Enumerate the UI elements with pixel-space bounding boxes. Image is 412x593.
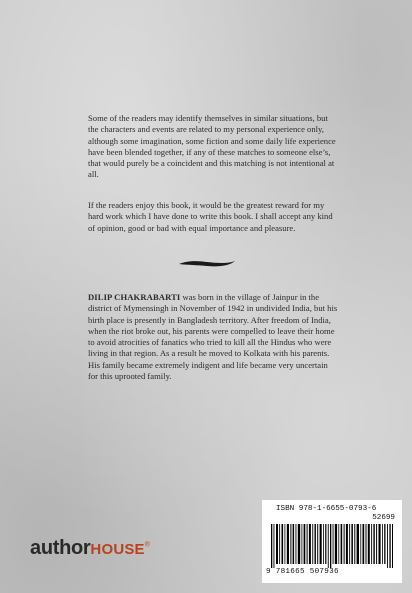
isbn-barcode xyxy=(262,500,402,583)
logo-house-text: HOUSE xyxy=(90,541,145,558)
barcode-bars-icon xyxy=(270,524,394,568)
registered-mark: ® xyxy=(144,541,150,549)
closing-paragraph: If the readers enjoy this book, it would be the greatest reward for my hard work which I have done to write this book. I shall accept any kind of opinion, good or bad with equal importance and pleasure. xyxy=(88,200,333,233)
intro-paragraph: Some of the readers may identify themselves in similar situations, but the characters and events are related to my personal experience only, although some imagination, some fiction and some daily life experience have been blended together, if any of these matches to someone else’s, that would purely be a coincident and this matching is not intentional at all. xyxy=(88,113,336,180)
isbn-number: ISBN 978-1-6655-0793-6 xyxy=(276,505,377,513)
publisher-logo xyxy=(30,537,150,560)
logo-author-text: author xyxy=(30,537,91,559)
price-addon-code: 52699 xyxy=(372,514,395,522)
author-bio-text: was born in the village of Jainpur in the district of Mymensingh in November of 1942 in undivided India, but his birth place is presently in Bangladesh territory. After freedom of India, when the riot broke out, his parents were compelled to leave their home to avoid atrocities of fanatics who tried to kill all the Hindus who were living in that region. As a result he moved to Kolkata with his parents. His family became extremely indigent and life became very uncertain for this uprooted family. xyxy=(88,292,338,382)
author-bio xyxy=(88,292,338,382)
author-name: DILIP CHAKRABARTI xyxy=(88,292,181,302)
ean-digits: 9 781665 507936 xyxy=(266,568,339,576)
brush-stroke-divider-icon xyxy=(177,256,237,270)
